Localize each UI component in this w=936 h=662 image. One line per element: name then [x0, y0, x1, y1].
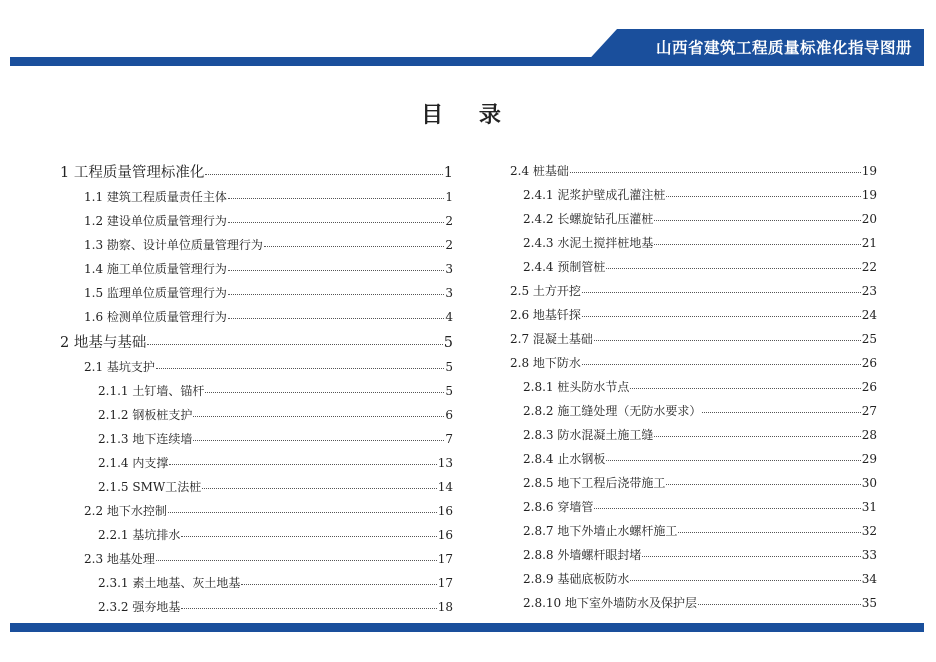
- toc-leader-dots: [678, 532, 860, 533]
- toc-entry-page: 7: [445, 432, 453, 446]
- toc-entry-label: 2.3 地基处理: [84, 552, 155, 566]
- toc-entry-page: 24: [861, 308, 877, 322]
- toc-entry[interactable]: [510, 275, 877, 299]
- toc-entry-page: 34: [861, 572, 877, 586]
- toc-leader-dots: [147, 344, 442, 345]
- toc-entry[interactable]: [60, 399, 453, 423]
- toc-entry-label: 1.3 勘察、设计单位质量管理行为: [84, 238, 263, 252]
- toc-entry[interactable]: [510, 179, 877, 203]
- toc-leader-dots: [594, 508, 860, 509]
- toc-entry-page: 19: [861, 164, 877, 178]
- toc-entry-label: 2.1.1 土钉墙、锚杆: [98, 384, 205, 398]
- toc-entry[interactable]: [60, 423, 453, 447]
- toc-leader-dots: [654, 244, 860, 245]
- toc-leader-dots: [156, 560, 437, 561]
- toc-entry-page: 25: [861, 332, 877, 346]
- toc-entry[interactable]: [510, 515, 877, 539]
- toc-entry[interactable]: [510, 563, 877, 587]
- toc-leader-dots: [202, 488, 437, 489]
- toc-entry[interactable]: [60, 277, 453, 301]
- toc-entry-page: 17: [437, 552, 453, 566]
- toc-leader-dots: [169, 464, 436, 465]
- toc-leader-dots: [241, 584, 436, 585]
- toc-leader-dots: [168, 512, 437, 513]
- toc-leader-dots: [630, 388, 860, 389]
- toc-entry[interactable]: [510, 539, 877, 563]
- toc-left-column: [60, 155, 453, 615]
- toc-entry-page: 26: [861, 380, 877, 394]
- toc-entry-page: 14: [437, 480, 453, 494]
- toc-leader-dots: [193, 416, 444, 417]
- toc-entry[interactable]: [510, 251, 877, 275]
- toc-entry-page: 19: [861, 188, 877, 202]
- toc-entry-label: 2.8.8 外墙螺杆眼封堵: [523, 548, 642, 562]
- toc-entry-label: 2.1.3 地下连续墙: [98, 432, 193, 446]
- toc-entry[interactable]: [510, 419, 877, 443]
- toc-entry[interactable]: [60, 375, 453, 399]
- toc-entry[interactable]: [510, 347, 877, 371]
- toc-entry-label: 2.8 地下防水: [510, 356, 581, 370]
- toc-entry[interactable]: [510, 443, 877, 467]
- toc-entry-page: 33: [861, 548, 877, 562]
- toc-entry[interactable]: [60, 567, 453, 591]
- toc-entry-page: 18: [437, 600, 453, 614]
- toc-entry-label: 2.1 基坑支护: [84, 360, 155, 374]
- toc-entry-label: 2.4.2 长螺旋钻孔压灌桩: [523, 212, 654, 226]
- toc-entry-label: 1.4 施工单位质量管理行为: [84, 262, 227, 276]
- toc-entry-page: 20: [861, 212, 877, 226]
- toc-leader-dots: [228, 198, 444, 199]
- toc-entry[interactable]: [510, 299, 877, 323]
- toc-entry-label: 2.8.10 地下室外墙防水及保护层: [523, 596, 697, 610]
- toc-entry-page: 28: [861, 428, 877, 442]
- toc-entry-page: 16: [437, 504, 453, 518]
- toc-entry-label: 2.1.2 钢板桩支护: [98, 408, 193, 422]
- toc-right-column: [510, 155, 877, 611]
- toc-entry[interactable]: [60, 155, 453, 181]
- toc-entry-page: 5: [443, 335, 453, 351]
- toc-entry[interactable]: [60, 471, 453, 495]
- toc-entry-page: 21: [861, 236, 877, 250]
- toc-entry[interactable]: [60, 543, 453, 567]
- toc-leader-dots: [205, 174, 442, 175]
- toc-entry-page: 1: [443, 165, 453, 181]
- toc-leader-dots: [654, 220, 860, 221]
- toc-entry[interactable]: [60, 301, 453, 325]
- toc-leader-dots: [582, 316, 861, 317]
- toc-entry-label: 2.3.2 强夯地基: [98, 600, 181, 614]
- toc-entry[interactable]: [60, 447, 453, 471]
- toc-entry[interactable]: [510, 203, 877, 227]
- toc-leader-dots: [642, 556, 860, 557]
- page-title: 目 录: [421, 102, 515, 128]
- toc-entry-label: 2.8.6 穿墙管: [523, 500, 594, 514]
- toc-entry-label: 2.8.9 基础底板防水: [523, 572, 630, 586]
- toc-entry-label: 1 工程质量管理标准化: [60, 165, 205, 181]
- toc-entry-label: 2.2.1 基坑排水: [98, 528, 181, 542]
- toc-leader-dots: [181, 536, 436, 537]
- toc-leader-dots: [228, 222, 444, 223]
- toc-entry-page: 31: [861, 500, 877, 514]
- toc-entry[interactable]: [510, 467, 877, 491]
- toc-entry-label: 2.5 土方开挖: [510, 284, 581, 298]
- toc-entry[interactable]: [60, 253, 453, 277]
- toc-entry[interactable]: [510, 371, 877, 395]
- toc-entry[interactable]: [60, 519, 453, 543]
- toc-leader-dots: [205, 392, 444, 393]
- toc-entry-label: 2.1.5 SMW工法桩: [98, 480, 202, 494]
- toc-entry[interactable]: [510, 227, 877, 251]
- toc-entry-page: 3: [445, 262, 453, 276]
- footer-rule: [10, 623, 924, 632]
- toc-entry-page: 23: [861, 284, 877, 298]
- toc-entry-label: 2.1.4 内支撑: [98, 456, 169, 470]
- toc-entry-page: 2: [445, 214, 453, 228]
- toc-entry-page: 6: [445, 408, 453, 422]
- toc-entry-label: 2.4.3 水泥土搅拌桩地基: [523, 236, 654, 250]
- toc-entry-label: 1.5 监理单位质量管理行为: [84, 286, 227, 300]
- toc-entry-page: 5: [445, 384, 453, 398]
- toc-entry-page: 29: [861, 452, 877, 466]
- toc-leader-dots: [228, 270, 444, 271]
- toc-entry-page: 2: [445, 238, 453, 252]
- toc-leader-dots: [582, 292, 861, 293]
- toc-leader-dots: [654, 436, 860, 437]
- toc-entry-label: 1.2 建设单位质量管理行为: [84, 214, 227, 228]
- toc-entry[interactable]: [510, 323, 877, 347]
- toc-entry-label: 2.6 地基钎探: [510, 308, 581, 322]
- toc-entry-page: 35: [861, 596, 877, 610]
- toc-leader-dots: [606, 460, 860, 461]
- toc-entry-page: 1: [445, 190, 453, 204]
- toc-entry-page: 30: [861, 476, 877, 490]
- toc-leader-dots: [630, 580, 860, 581]
- toc-leader-dots: [156, 368, 444, 369]
- toc-entry[interactable]: [60, 205, 453, 229]
- toc-entry[interactable]: [60, 325, 453, 351]
- toc-entry-page: 5: [445, 360, 453, 374]
- toc-entry[interactable]: [510, 491, 877, 515]
- toc-entry-label: 1.6 检测单位质量管理行为: [84, 310, 227, 324]
- toc-entry-page: 22: [861, 260, 877, 274]
- toc-entry-label: 2.4.4 预制管桩: [523, 260, 606, 274]
- toc-entry[interactable]: [510, 155, 877, 179]
- toc-entry[interactable]: [60, 591, 453, 615]
- toc-entry-page: 13: [437, 456, 453, 470]
- toc-entry-label: 2.2 地下水控制: [84, 504, 167, 518]
- toc-entry[interactable]: [60, 229, 453, 253]
- toc-entry-label: 2 地基与基础: [60, 335, 147, 351]
- toc-entry-page: 17: [437, 576, 453, 590]
- toc-leader-dots: [582, 364, 861, 365]
- toc-entry-label: 2.8.2 施工缝处理（无防水要求）: [523, 404, 702, 418]
- toc-entry-label: 2.3.1 素土地基、灰土地基: [98, 576, 241, 590]
- toc-entry-label: 1.1 建筑工程质量责任主体: [84, 190, 227, 204]
- toc-leader-dots: [193, 440, 444, 441]
- toc-leader-dots: [570, 172, 861, 173]
- toc-leader-dots: [594, 340, 861, 341]
- toc-entry-label: 2.8.7 地下外墙止水螺杆施工: [523, 524, 678, 538]
- toc-entry-page: 4: [445, 310, 453, 324]
- toc-leader-dots: [698, 604, 861, 605]
- toc-entry-label: 2.4 桩基础: [510, 164, 569, 178]
- toc-leader-dots: [228, 318, 444, 319]
- toc-leader-dots: [702, 412, 860, 413]
- toc-entry[interactable]: [60, 181, 453, 205]
- toc-entry-label: 2.8.4 止水钢板: [523, 452, 606, 466]
- toc-entry[interactable]: [510, 587, 877, 611]
- toc-entry-page: 3: [445, 286, 453, 300]
- toc-entry-page: 27: [861, 404, 877, 418]
- toc-entry[interactable]: [60, 495, 453, 519]
- toc-entry[interactable]: [60, 351, 453, 375]
- toc-entry[interactable]: [510, 395, 877, 419]
- toc-entry-page: 32: [861, 524, 877, 538]
- toc-leader-dots: [181, 608, 436, 609]
- toc-entry-label: 2.8.3 防水混凝土施工缝: [523, 428, 654, 442]
- toc-entry-label: 2.4.1 泥浆护壁成孔灌注桩: [523, 188, 666, 202]
- toc-entry-label: 2.8.5 地下工程后浇带施工: [523, 476, 666, 490]
- toc-leader-dots: [666, 484, 860, 485]
- toc-leader-dots: [264, 246, 444, 247]
- book-title: 山西省建筑工程质量标准化指导图册: [655, 39, 912, 57]
- toc-entry-label: 2.8.1 桩头防水节点: [523, 380, 630, 394]
- toc-entry-page: 16: [437, 528, 453, 542]
- toc-entry-label: 2.7 混凝土基础: [510, 332, 593, 346]
- toc-entry-page: 26: [861, 356, 877, 370]
- toc-leader-dots: [666, 196, 860, 197]
- toc-leader-dots: [606, 268, 860, 269]
- toc-leader-dots: [228, 294, 444, 295]
